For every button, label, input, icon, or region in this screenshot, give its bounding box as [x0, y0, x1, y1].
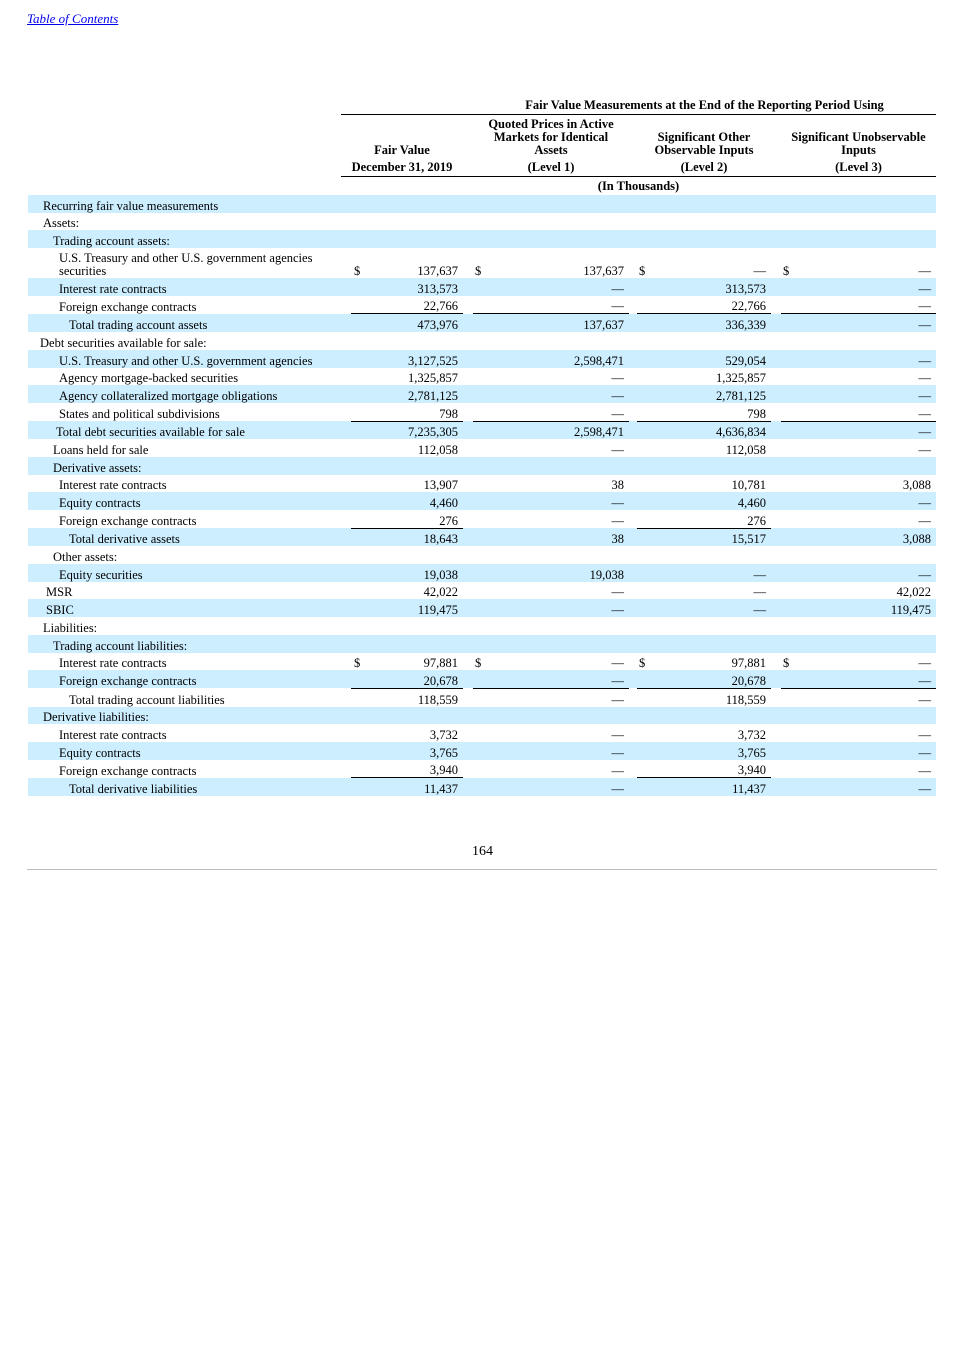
level3-cell: —	[791, 688, 936, 706]
level3-cell: —	[791, 778, 936, 796]
table-row	[28, 248, 936, 278]
row-label: Foreign exchange contracts	[59, 299, 197, 314]
level3-cell: —	[791, 314, 936, 332]
level3-cell: —	[791, 385, 936, 403]
fair-value-cell: 112,058	[417, 442, 458, 457]
level2-cell: 20,678	[647, 670, 771, 688]
table-row	[28, 421, 936, 439]
fair-value-cell: 42,022	[423, 585, 458, 600]
header-col2-line2: Markets for Identical	[493, 130, 609, 144]
fair-value-cell: 1,325,857	[408, 371, 458, 386]
header-col3-line1: Significant Other	[657, 130, 751, 144]
table-row	[28, 635, 936, 653]
table-row	[28, 582, 936, 600]
header-col1-title: Fair Value	[374, 143, 430, 157]
level2-cell: 15,517	[647, 528, 771, 546]
table-row	[28, 707, 936, 725]
fair-value-cell: 2,781,125	[351, 385, 463, 403]
currency-symbol: $	[475, 656, 482, 671]
level1-cell: 137,637	[583, 264, 624, 279]
currency-symbol: $	[639, 656, 646, 671]
row-label: Equity contracts	[28, 492, 341, 510]
fair-value-cell: 276	[439, 513, 458, 528]
level2-cell: 313,573	[647, 278, 771, 296]
table-row	[28, 492, 936, 510]
footer-rule	[27, 869, 937, 870]
level1-cell: 38	[483, 528, 629, 546]
currency-symbol: $	[639, 264, 646, 279]
level2-cell: 798	[747, 406, 766, 421]
level3-cell: —	[791, 742, 936, 760]
row-label: Equity securities	[28, 564, 341, 582]
level3-cell: —	[918, 442, 931, 457]
row-label: Loans held for sale	[53, 442, 149, 457]
fair-value-cell: 118,559	[351, 688, 463, 706]
table-row	[28, 670, 936, 688]
row-label: Interest rate contracts	[59, 478, 167, 493]
fair-value-cell: 19,038	[351, 564, 463, 582]
table-row	[28, 350, 936, 368]
table-row	[28, 403, 936, 421]
level2-cell: —	[753, 585, 766, 600]
table-row	[28, 278, 936, 296]
table-row	[28, 230, 936, 248]
row-label: Debt securities available for sale:	[40, 335, 207, 350]
row-label: Trading account assets:	[28, 230, 341, 248]
table-row	[28, 475, 936, 493]
level2-cell: 97,881	[731, 656, 766, 671]
level2-cell: 112,058	[725, 442, 766, 457]
level1-cell: 19,038	[483, 564, 629, 582]
level2-cell: 529,054	[647, 350, 771, 368]
level2-cell: 22,766	[731, 299, 766, 314]
level1-cell: —	[611, 727, 624, 742]
currency-symbol: $	[783, 264, 790, 279]
level3-cell: —	[791, 350, 936, 368]
level1-cell: —	[611, 656, 624, 671]
fair-value-cell: $ 97,881	[354, 656, 458, 671]
level2-cell: 4,636,834	[647, 421, 771, 439]
row-label: Interest rate contracts	[59, 727, 167, 742]
row-label: Agency collateralized mortgage obligations	[28, 385, 341, 403]
level2-cell: 3,732	[737, 727, 766, 742]
row-label: U.S. Treasury and other U.S. government agencies	[28, 350, 341, 368]
level1-cell: —	[611, 299, 624, 314]
row-label: Total derivative liabilities	[28, 778, 341, 796]
level3-cell: 3,088	[902, 478, 931, 493]
fair-value-cell: 4,460	[351, 492, 463, 510]
fair-value-cell: 3,127,525	[351, 350, 463, 368]
fair-value-cell: 473,976	[351, 314, 463, 332]
fair-value-cell: $ 137,637	[354, 264, 458, 279]
level3-cell: —	[918, 264, 931, 279]
fair-value-cell: 119,475	[351, 599, 463, 617]
header-col4-sub: (Level 3)	[835, 160, 882, 174]
level3-cell: —	[791, 278, 936, 296]
level3-cell: —	[791, 670, 936, 688]
table-row	[28, 724, 936, 742]
level1-cell: —	[483, 385, 629, 403]
fair-value-cell: 11,437	[351, 778, 463, 796]
table-of-contents-link[interactable]: Table of Contents	[27, 11, 119, 26]
level2-cell: 2,781,125	[647, 385, 771, 403]
level3-cell: —	[791, 492, 936, 510]
row-label: Other assets:	[53, 550, 118, 565]
fair-value-cell: 13,907	[423, 478, 458, 493]
header-col2-sub: (Level 1)	[527, 160, 575, 174]
level1-cell: —	[483, 599, 629, 617]
table-row	[28, 385, 936, 403]
row-label: Trading account liabilities:	[28, 635, 341, 653]
row-label: Foreign exchange contracts	[59, 763, 197, 778]
header-span-rule	[341, 114, 936, 115]
table-row	[28, 617, 936, 635]
level1-cell: —	[611, 514, 624, 529]
header-col4-line2: Inputs	[841, 143, 876, 157]
row-label: Total derivative assets	[28, 528, 341, 546]
table-row	[28, 439, 936, 457]
fair-value-cell: 313,573	[351, 278, 463, 296]
level1-cell: —	[611, 763, 624, 778]
header-bottom-rule	[341, 176, 936, 177]
table-row	[28, 778, 936, 796]
row-label: U.S. Treasury and other U.S. government agencies securities	[59, 251, 313, 279]
level1-cell: —	[611, 585, 624, 600]
level3-cell: —	[918, 299, 931, 314]
level2-cell: 10,781	[731, 478, 766, 493]
header-col2-line1: Quoted Prices in Active	[488, 117, 614, 131]
fair-value-cell: 7,235,305	[351, 421, 463, 439]
row-label: Foreign exchange contracts	[28, 670, 341, 688]
row-label: Assets:	[43, 216, 80, 231]
row-label: States and political subdivisions	[59, 407, 220, 422]
level1-cell: 38	[611, 478, 624, 493]
level3-cell: 42,022	[896, 585, 931, 600]
table-row	[28, 213, 936, 231]
level2-cell: 3,765	[647, 742, 771, 760]
row-label: Foreign exchange contracts	[59, 514, 197, 529]
row-label: Agency mortgage-backed securities	[59, 371, 239, 386]
level2-cell: 4,460	[647, 492, 771, 510]
row-label: Equity contracts	[28, 742, 341, 760]
row-label: Recurring fair value measurements	[28, 195, 341, 213]
table-row	[28, 688, 936, 706]
header-col3-line2: Observable Inputs	[654, 143, 754, 157]
header-col4-line1: Significant Unobservable	[791, 130, 926, 144]
table-row	[28, 195, 936, 213]
table-row	[28, 546, 936, 564]
table-row	[28, 528, 936, 546]
level3-cell: —	[918, 406, 931, 421]
level1-cell: —	[483, 742, 629, 760]
level1-cell: 2,598,471	[483, 421, 629, 439]
row-label: Derivative liabilities:	[28, 707, 341, 725]
row-label: Interest rate contracts	[28, 278, 341, 296]
row-label: MSR	[46, 585, 73, 600]
level2-cell: 118,559	[647, 688, 771, 706]
level2-cell: 1,325,857	[716, 371, 766, 386]
row-label: Total debt securities available for sale	[28, 421, 341, 439]
row-label: Derivative assets:	[28, 457, 341, 475]
level3-cell: 3,088	[791, 528, 936, 546]
fair-value-cell: 798	[439, 406, 458, 421]
level3-cell: —	[918, 727, 931, 742]
level2-cell: 11,437	[647, 778, 771, 796]
header-units: (In Thousands)	[597, 179, 680, 193]
level2-cell: —	[753, 264, 766, 279]
fair-value-cell: 20,678	[351, 670, 463, 688]
header-col2-line3: Assets	[534, 143, 568, 157]
level1-cell: 2,598,471	[483, 350, 629, 368]
table-row	[28, 599, 936, 617]
level1-cell: —	[611, 442, 624, 457]
row-label: Total trading account assets	[28, 314, 341, 332]
level2-cell: 336,339	[647, 314, 771, 332]
level3-cell: —	[918, 763, 931, 778]
page-number: 164	[472, 844, 493, 859]
level1-cell: —	[483, 670, 629, 688]
level3-cell: 119,475	[791, 599, 936, 617]
header-col1-sub: December 31, 2019	[351, 160, 453, 174]
level3-cell: —	[791, 564, 936, 582]
header-col3-sub: (Level 2)	[680, 160, 728, 174]
level1-cell: —	[483, 688, 629, 706]
table-row	[28, 296, 936, 314]
fair-value-cell: 3,765	[351, 742, 463, 760]
level1-cell: —	[483, 492, 629, 510]
row-label: Liabilities:	[43, 620, 98, 635]
level1-cell: —	[483, 778, 629, 796]
fair-value-cell: 3,940	[429, 763, 458, 778]
level3-cell: —	[918, 371, 931, 386]
row-label: Total trading account liabilities	[69, 692, 225, 707]
table-row	[28, 457, 936, 475]
table-row	[28, 332, 936, 350]
row-label: SBIC	[28, 599, 341, 617]
level1-cell: —	[611, 371, 624, 386]
level3-cell: —	[918, 514, 931, 529]
currency-symbol: $	[783, 656, 790, 671]
level2-cell: 276	[747, 513, 766, 528]
header-span-title: Fair Value Measurements at the End of the Reporting Period Using	[525, 98, 884, 112]
level1-cell: —	[483, 278, 629, 296]
level3-cell: —	[918, 656, 931, 671]
table-row	[28, 510, 936, 528]
table-row	[28, 564, 936, 582]
table-row	[28, 760, 936, 778]
table-row	[28, 653, 936, 671]
fair-value-cell: 3,732	[429, 727, 458, 742]
table-row	[28, 314, 936, 332]
currency-symbol: $	[475, 264, 482, 279]
table-row	[28, 368, 936, 386]
fair-value-table	[28, 195, 936, 796]
table-row	[28, 742, 936, 760]
level2-cell: 3,940	[737, 763, 766, 778]
fair-value-cell: 22,766	[423, 299, 458, 314]
level2-cell: —	[647, 564, 771, 582]
fair-value-cell: 18,643	[351, 528, 463, 546]
row-label: Interest rate contracts	[59, 656, 167, 671]
level1-cell: 137,637	[483, 314, 629, 332]
level2-cell: —	[647, 599, 771, 617]
level1-cell: —	[611, 406, 624, 421]
level3-cell: —	[791, 421, 936, 439]
